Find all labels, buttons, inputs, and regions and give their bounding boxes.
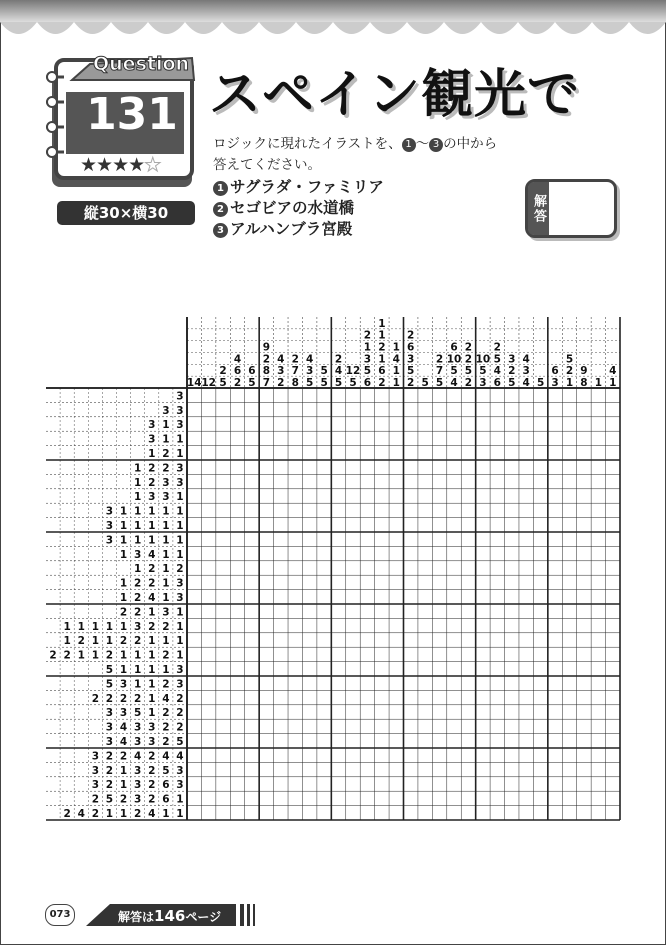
column-clue: 2 — [508, 365, 516, 378]
row-clue: 3 — [105, 520, 114, 532]
column-clue: 4 — [493, 365, 501, 378]
row-clue: 2 — [148, 764, 156, 777]
row-clue: 3 — [162, 476, 170, 489]
row-clue: 2 — [162, 649, 170, 662]
answer-ref-page: 146 — [154, 907, 186, 925]
row-clue: 1 — [119, 577, 128, 590]
row-clue: 1 — [105, 808, 114, 820]
row-clue: 2 — [133, 635, 142, 648]
row-clue: 1 — [133, 678, 142, 691]
row-clue: 1 — [176, 793, 184, 806]
column-clue: 14 — [186, 377, 202, 389]
answer-ref-suffix: ページ — [185, 910, 222, 924]
row-clue: 1 — [176, 635, 184, 648]
row-clue: 1 — [148, 664, 156, 676]
row-clue: 2 — [133, 577, 142, 590]
row-clue: 1 — [133, 491, 142, 504]
column-clue: 12 — [201, 377, 216, 389]
instructions-tilde: 〜 — [415, 136, 430, 152]
row-clue: 3 — [133, 620, 142, 633]
column-clue: 1 — [392, 377, 400, 389]
column-clue: 4 — [277, 353, 285, 366]
instructions-text: の中から — [443, 136, 498, 152]
row-clue: 2 — [105, 764, 114, 777]
row-clue: 1 — [176, 505, 184, 518]
star-filled-icon: ★ — [128, 154, 145, 176]
row-clue: 2 — [176, 692, 184, 705]
column-clue: 4 — [522, 353, 530, 366]
column-clue: 5 — [479, 365, 487, 378]
column-clue: 6 — [493, 377, 501, 389]
column-clue: 3 — [306, 365, 314, 378]
row-clue: 2 — [63, 808, 71, 820]
column-clue: 3 — [277, 365, 285, 378]
column-clue: 6 — [248, 365, 256, 378]
choice-label: セゴビアの水道橋 — [230, 199, 355, 217]
column-clue: 2 — [435, 353, 444, 366]
column-clue: 1 — [594, 377, 603, 389]
row-clue: 3 — [148, 491, 156, 504]
row-clue: 2 — [105, 649, 114, 662]
row-clue: 1 — [162, 635, 170, 648]
row-clue: 2 — [176, 563, 184, 576]
column-clue: 3 — [479, 377, 487, 389]
column-clue: 2 — [233, 377, 242, 389]
row-clue: 2 — [176, 707, 184, 720]
number-circle-icon: 1 — [213, 181, 228, 196]
row-clue: 3 — [162, 606, 170, 619]
row-clue: 3 — [176, 764, 184, 777]
row-clue: 4 — [133, 750, 142, 763]
column-clue: 7 — [262, 377, 271, 389]
row-clue: 3 — [105, 721, 114, 734]
column-clue: 2 — [219, 365, 227, 378]
column-clue: 4 — [306, 353, 314, 366]
row-clue: 2 — [148, 779, 156, 792]
star-empty-icon: ★ — [144, 154, 161, 176]
row-clue: 1 — [77, 620, 85, 633]
number-circle-icon: 2 — [213, 202, 228, 217]
row-clue: 3 — [133, 793, 142, 806]
row-clue: 3 — [119, 707, 128, 720]
column-clue: 5 — [306, 377, 314, 389]
row-clue: 1 — [133, 534, 142, 547]
column-clue: 5 — [334, 377, 343, 389]
row-clue: 3 — [105, 707, 114, 720]
row-clue: 1 — [133, 505, 142, 518]
row-clue: 1 — [119, 649, 128, 662]
row-clue: 1 — [148, 505, 156, 518]
row-clue: 1 — [91, 620, 100, 633]
row-clue: 1 — [176, 649, 184, 662]
column-clue: 3 — [508, 353, 516, 366]
column-clue: 6 — [551, 365, 559, 378]
row-clue: 3 — [133, 779, 142, 792]
column-clue: 5 — [349, 377, 357, 389]
column-clue: 6 — [233, 365, 242, 378]
row-clue: 2 — [91, 808, 100, 820]
row-clue: 1 — [162, 808, 170, 820]
row-clue: 2 — [77, 635, 85, 648]
row-clue: 3 — [148, 721, 156, 734]
column-clue: 7 — [435, 365, 444, 378]
column-clue: 2 — [407, 377, 415, 389]
row-clue: 2 — [119, 606, 128, 619]
row-clue: 3 — [176, 404, 184, 417]
question-label: Question — [93, 53, 190, 75]
row-clue: 1 — [105, 620, 114, 633]
row-clue: 2 — [148, 563, 156, 576]
row-clue: 3 — [176, 419, 184, 432]
row-clue: 1 — [176, 808, 184, 820]
column-clue: 7 — [291, 365, 299, 378]
row-clue: 4 — [176, 750, 184, 763]
row-clue: 1 — [91, 635, 100, 648]
row-clue: 2 — [133, 606, 142, 619]
row-clue: 1 — [148, 520, 156, 532]
column-clue: 2 — [363, 329, 372, 342]
row-clue: 4 — [162, 750, 170, 763]
row-clue: 1 — [162, 520, 170, 532]
column-clue: 1 — [378, 353, 386, 366]
row-clue: 1 — [148, 692, 156, 705]
column-clue: 1 — [378, 317, 386, 330]
column-clue: 1 — [392, 365, 400, 378]
row-clue: 1 — [162, 563, 170, 576]
question-number: 131 — [86, 89, 178, 140]
column-clue: 2 — [464, 353, 473, 366]
row-clue: 3 — [91, 779, 100, 792]
star-filled-icon: ★ — [112, 154, 129, 176]
row-clue: 1 — [63, 620, 71, 633]
row-clue: 4 — [148, 592, 156, 604]
column-clue: 9 — [580, 365, 588, 378]
row-clue: 5 — [105, 678, 114, 691]
column-clue: 9 — [262, 341, 271, 354]
row-clue: 1 — [119, 592, 128, 604]
row-clue: 2 — [133, 808, 142, 820]
row-clue: 1 — [148, 448, 156, 460]
row-clue: 3 — [162, 491, 170, 504]
row-clue: 2 — [133, 692, 142, 705]
row-clue: 1 — [105, 635, 114, 648]
row-clue: 2 — [119, 750, 128, 763]
column-clue: 1 — [609, 377, 617, 389]
row-clue: 6 — [162, 793, 170, 806]
row-clue: 1 — [162, 548, 170, 561]
column-clue: 5 — [219, 377, 227, 389]
column-clue: 1 — [378, 329, 386, 342]
column-clue: 5 — [565, 353, 574, 366]
column-clue: 3 — [407, 353, 415, 366]
column-clue: 12 — [345, 365, 361, 378]
column-clue: 5 — [464, 365, 473, 378]
row-clue: 2 — [148, 793, 156, 806]
column-clue: 2 — [378, 377, 386, 389]
row-clue: 2 — [148, 476, 156, 489]
row-clue: 2 — [91, 692, 100, 705]
row-clue: 3 — [176, 462, 184, 475]
column-clue: 5 — [450, 365, 458, 378]
row-clue: 2 — [119, 692, 128, 705]
column-clue: 3 — [363, 353, 372, 366]
row-clue: 5 — [105, 664, 114, 676]
row-clue: 1 — [119, 505, 128, 518]
row-clue: 1 — [162, 534, 170, 547]
row-clue: 1 — [119, 664, 128, 676]
row-clue: 3 — [176, 664, 184, 676]
row-clue: 3 — [133, 721, 142, 734]
row-clue: 1 — [162, 505, 170, 518]
column-clue: 4 — [450, 377, 458, 389]
row-clue: 1 — [176, 534, 184, 547]
row-clue: 1 — [77, 649, 85, 662]
star-filled-icon: ★ — [96, 154, 113, 176]
row-clue: 1 — [119, 548, 128, 561]
row-clue: 3 — [148, 433, 156, 446]
column-clue: 5 — [407, 365, 415, 378]
row-clue: 3 — [133, 548, 142, 561]
column-clue: 2 — [262, 353, 271, 366]
number-circle-icon: 3 — [429, 138, 443, 152]
row-clue: 1 — [119, 534, 128, 547]
column-clue: 6 — [363, 377, 372, 389]
column-clue: 8 — [291, 377, 299, 389]
row-clue: 1 — [148, 649, 156, 662]
row-clue: 1 — [63, 635, 71, 648]
row-clue: 3 — [133, 764, 142, 777]
row-clue: 6 — [162, 779, 170, 792]
column-clue: 4 — [392, 353, 400, 366]
row-clue: 3 — [133, 736, 142, 748]
row-clue: 1 — [176, 491, 184, 504]
row-clue: 5 — [176, 736, 184, 748]
row-clue: 1 — [133, 563, 142, 576]
row-clue: 2 — [162, 620, 170, 633]
row-clue: 2 — [148, 620, 156, 633]
column-clue: 2 — [493, 341, 501, 354]
row-clue: 1 — [91, 649, 100, 662]
row-clue: 1 — [119, 520, 128, 532]
row-clue: 1 — [119, 779, 128, 792]
row-clue: 2 — [162, 736, 170, 748]
row-clue: 4 — [119, 736, 128, 748]
row-clue: 5 — [162, 764, 170, 777]
row-clue: 3 — [91, 764, 100, 777]
row-clue: 1 — [148, 534, 156, 547]
row-clue: 1 — [119, 808, 128, 820]
row-clue: 3 — [148, 419, 156, 432]
column-clue: 2 — [565, 365, 574, 378]
row-clue: 2 — [49, 649, 57, 662]
column-clue: 1 — [363, 341, 372, 354]
column-clue: 5 — [421, 377, 429, 389]
number-circle-icon: 1 — [402, 138, 416, 152]
row-clue: 1 — [133, 462, 142, 475]
instructions-text: ロジックに現れたイラストを、 — [213, 136, 402, 152]
row-clue: 3 — [105, 534, 114, 547]
row-clue: 2 — [91, 793, 100, 806]
row-clue: 3 — [176, 390, 184, 403]
row-clue: 2 — [105, 779, 114, 792]
row-clue: 2 — [162, 462, 170, 475]
row-clue: 2 — [162, 448, 170, 460]
row-clue: 3 — [91, 750, 100, 763]
row-clue: 1 — [162, 664, 170, 676]
star-filled-icon: ★ — [80, 154, 97, 176]
column-clue: 1 — [565, 377, 574, 389]
row-clue: 1 — [133, 664, 142, 676]
column-clue: 2 — [291, 353, 299, 366]
row-clue: 3 — [176, 577, 184, 590]
row-clue: 5 — [133, 707, 142, 720]
column-clue: 3 — [551, 377, 559, 389]
column-clue: 5 — [435, 377, 444, 389]
column-clue: 1 — [392, 341, 400, 354]
row-clue: 1 — [148, 606, 156, 619]
column-clue: 2 — [464, 341, 473, 354]
row-clue: 2 — [148, 462, 156, 475]
row-clue: 4 — [119, 721, 128, 734]
row-clue: 2 — [162, 707, 170, 720]
column-clue: 4 — [609, 365, 617, 378]
row-clue: 1 — [176, 548, 184, 561]
column-clue: 2 — [464, 377, 473, 389]
row-clue: 3 — [176, 592, 184, 604]
column-clue: 6 — [378, 365, 386, 378]
row-clue: 1 — [148, 635, 156, 648]
column-clue: 3 — [522, 365, 530, 378]
column-clue: 5 — [320, 377, 328, 389]
column-clue: 5 — [536, 377, 545, 389]
row-clue: 3 — [176, 678, 184, 691]
row-clue: 3 — [105, 505, 114, 518]
answer-label: 解答 — [528, 182, 549, 235]
answer-ref-prefix: 解答は — [118, 910, 155, 924]
row-clue: 1 — [133, 476, 142, 489]
column-clue: 8 — [262, 365, 271, 378]
row-clue: 1 — [119, 764, 128, 777]
answer-reference — [118, 907, 221, 925]
row-clue: 2 — [148, 750, 156, 763]
row-clue: 1 — [162, 592, 170, 604]
column-clue: 6 — [407, 341, 415, 354]
column-clue: 5 — [363, 365, 372, 378]
column-clue: 5 — [493, 353, 501, 366]
row-clue: 3 — [119, 678, 128, 691]
row-clue: 1 — [148, 678, 156, 691]
row-clue: 3 — [176, 779, 184, 792]
row-clue: 5 — [105, 793, 114, 806]
row-clue: 4 — [162, 692, 170, 705]
column-clue: 5 — [248, 377, 256, 389]
row-clue: 1 — [148, 707, 156, 720]
row-clue: 2 — [63, 649, 71, 662]
row-clue: 2 — [105, 750, 114, 763]
size-badge: 縦30×横30 — [57, 201, 195, 225]
row-clue: 2 — [133, 592, 142, 604]
row-clue: 4 — [77, 808, 85, 820]
number-circle-icon: 3 — [213, 223, 228, 238]
row-clue: 1 — [176, 448, 184, 460]
row-clue: 2 — [176, 721, 184, 734]
row-clue: 3 — [162, 404, 170, 417]
row-clue: 2 — [105, 692, 114, 705]
row-clue: 2 — [162, 678, 170, 691]
column-clue: 2 — [378, 341, 386, 354]
row-clue: 1 — [176, 520, 184, 532]
row-clue: 2 — [162, 721, 170, 734]
row-clue: 4 — [148, 808, 156, 820]
column-clue: 5 — [320, 365, 328, 378]
column-clue: 6 — [450, 341, 458, 354]
column-clue: 4 — [522, 377, 530, 389]
row-clue: 3 — [176, 476, 184, 489]
column-clue: 5 — [508, 377, 516, 389]
row-clue: 3 — [148, 736, 156, 748]
row-clue: 1 — [119, 620, 128, 633]
row-clue: 1 — [176, 433, 184, 446]
row-clue: 1 — [133, 649, 142, 662]
row-clue: 2 — [119, 635, 128, 648]
column-clue: 2 — [277, 377, 285, 389]
instructions-text-2: 答えてください。 — [213, 157, 321, 173]
page-number: 073 — [45, 904, 75, 926]
page-title: スペイン観光で — [209, 65, 581, 125]
column-clue: 10 — [475, 353, 491, 366]
row-clue: 1 — [176, 620, 184, 633]
row-clue: 1 — [162, 577, 170, 590]
row-clue: 1 — [133, 520, 142, 532]
column-clue: 8 — [580, 377, 588, 389]
row-clue: 1 — [162, 419, 170, 432]
row-clue: 4 — [148, 548, 156, 561]
column-clue: 2 — [407, 329, 415, 342]
column-clue: 10 — [446, 353, 462, 366]
column-clue: 4 — [334, 365, 343, 378]
row-clue: 1 — [176, 606, 184, 619]
row-clue: 2 — [148, 577, 156, 590]
row-clue: 1 — [162, 433, 170, 446]
choice-label: サグラダ・ファミリア — [230, 178, 384, 196]
column-clue: 4 — [233, 353, 242, 366]
row-clue: 2 — [119, 793, 128, 806]
choice-label: アルハンブラ宮殿 — [230, 220, 353, 238]
row-clue: 3 — [105, 736, 114, 748]
column-clue: 2 — [334, 353, 343, 366]
